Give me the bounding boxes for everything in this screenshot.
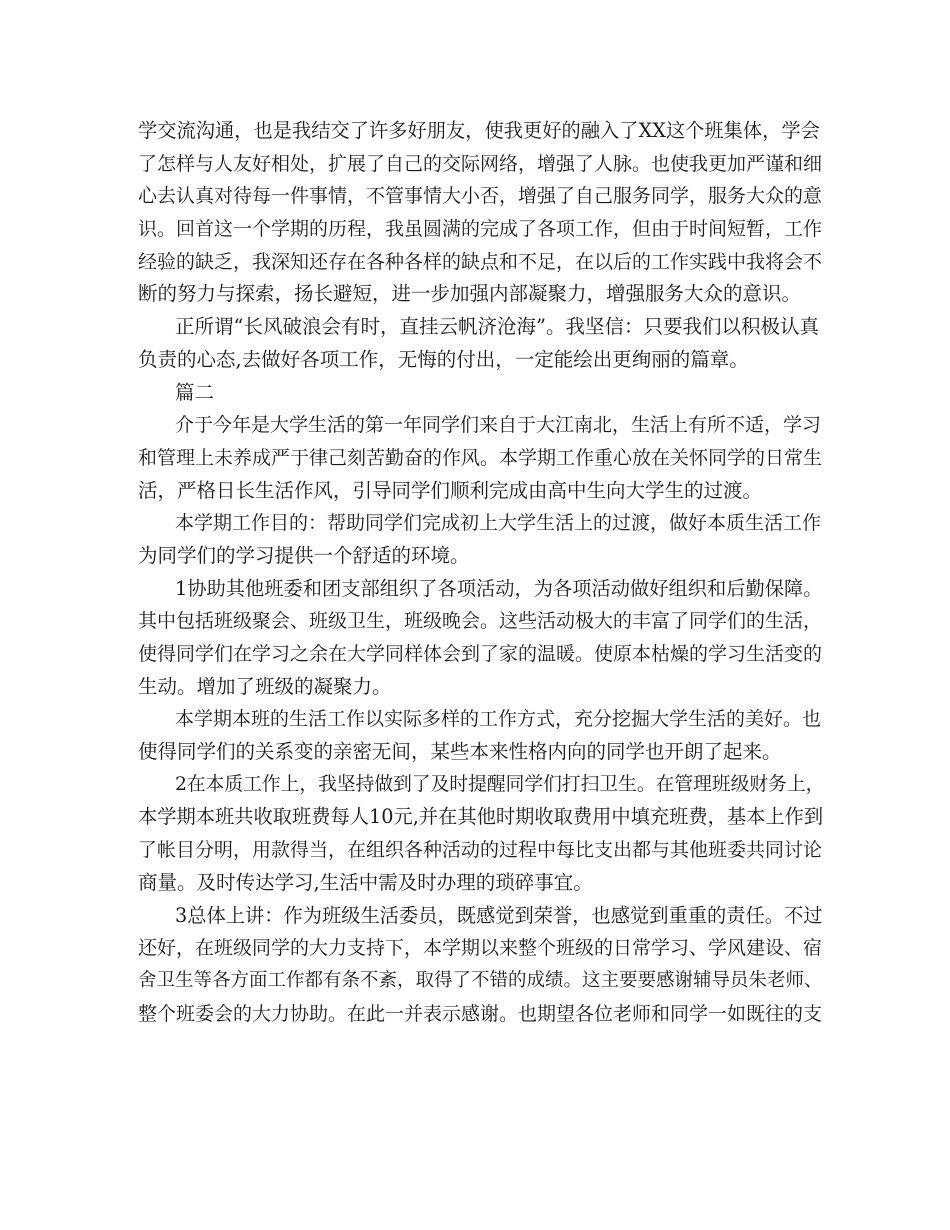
text-line: 活，严格日长生活作风，引导同学们顺利完成由高中生向大学生的过渡。 xyxy=(138,478,763,502)
text-line: 经验的缺乏，我深知还存在各种各样的缺点和不足，在以后的工作实践中我将会不 xyxy=(138,250,823,273)
text-line: 使得同学们在学习之余在大学同样体会到了家的温暖。使原本枯燥的学习生活变的 xyxy=(138,643,823,665)
paragraph-first-line: 3总体上讲：作为班级生活委员，既感觉到荣誉，也感觉到重重的责任。不过 xyxy=(175,903,823,927)
text-line: 商量。及时传达学习,生活中需及时办理的琐碎事宜。 xyxy=(138,870,593,894)
text-line: 其中包括班级聚会、班级卫生，班级晚会。这些活动极大的丰富了同学们的生活， xyxy=(138,610,823,633)
text-line: 舍卫生等各方面工作都有条不紊，取得了不错的成绩。这主要要感谢辅导员朱老师、 xyxy=(138,969,823,991)
text-line: 学交流沟通，也是我结交了许多好朋友，使我更好的融入了XX这个班集体，学会 xyxy=(138,119,820,142)
text-line: 识。回首这一个学期的历程，我虽圆满的完成了各项工作，但由于时间短暂，工作 xyxy=(138,218,823,241)
section-heading: 篇二 xyxy=(175,380,215,404)
text-line: 了怎样与人友好相处，扩展了自己的交际网络，增强了人脉。也使我更加严谨和细 xyxy=(138,152,823,175)
paragraph-first-line: 介于今年是大学生活的第一年同学们来自于大江南北，生活上有所不适，学习 xyxy=(175,414,822,437)
text-line: 和管理上未养成严于律己刻苦勤奋的作风。本学期工作重心放在关怀同学的日常生 xyxy=(138,446,823,469)
text-line: 为同学们的学习提供一个舒适的环境。 xyxy=(138,543,470,567)
paragraph-first-line: 2在本质工作上，我坚持做到了及时提醒同学们打扫卫生。在管理班级财务上， xyxy=(175,773,825,795)
text-line: 使得同学们的关系变的亲密无间，某些本来性格内向的同学也开朗了起来。 xyxy=(138,740,782,764)
text-line: 本学期本班共收取班费每人10元,并在其他时期收取费用中填充班费，基本上作到 xyxy=(138,805,824,829)
paragraph-first-line: 本学期工作目的：帮助同学们完成初上大学生活上的过渡，做好本质生活工作 xyxy=(175,512,822,535)
paragraph-first-line: 本学期本班的生活工作以实际多样的工作方式，充分挖掘大学生活的美好。也 xyxy=(175,708,822,731)
text-line: 心去认真对待每一件事情，不管事情大小否，增强了自己服务同学，服务大众的意 xyxy=(138,185,823,208)
text-line: 整个班委会的大力协助。在此一并表示感谢。也期望各位老师和同学一如既往的支 xyxy=(138,1002,823,1025)
document-body xyxy=(138,115,828,1030)
text-line: 生动。增加了班级的凝聚力。 xyxy=(138,674,392,698)
text-line: 还好，在班级同学的大力支持下，本学期以来整个班级的日常学习、学风建设、宿 xyxy=(138,937,823,960)
text-line: 了帐目分明，用款得当，在组织各种活动的过程中每比支出都与其他班委共同讨论 xyxy=(138,839,823,862)
text-line: 负责的心态,去做好各项工作，无悔的付出，一定能绘出更绚丽的篇章。 xyxy=(138,347,749,371)
text-line: 断的努力与探索，扬长避短，进一步加强内部凝聚力，增强服务大众的意识。 xyxy=(138,282,802,306)
paragraph-first-line: 1协助其他班委和团支部组织了各项活动，为各项活动做好组织和后勤保障。 xyxy=(175,576,823,600)
paragraph-first-line: 正所谓“长风破浪会有时，直挂云帆济沧海”。我坚信：只要我们以积极认真 xyxy=(175,315,819,339)
